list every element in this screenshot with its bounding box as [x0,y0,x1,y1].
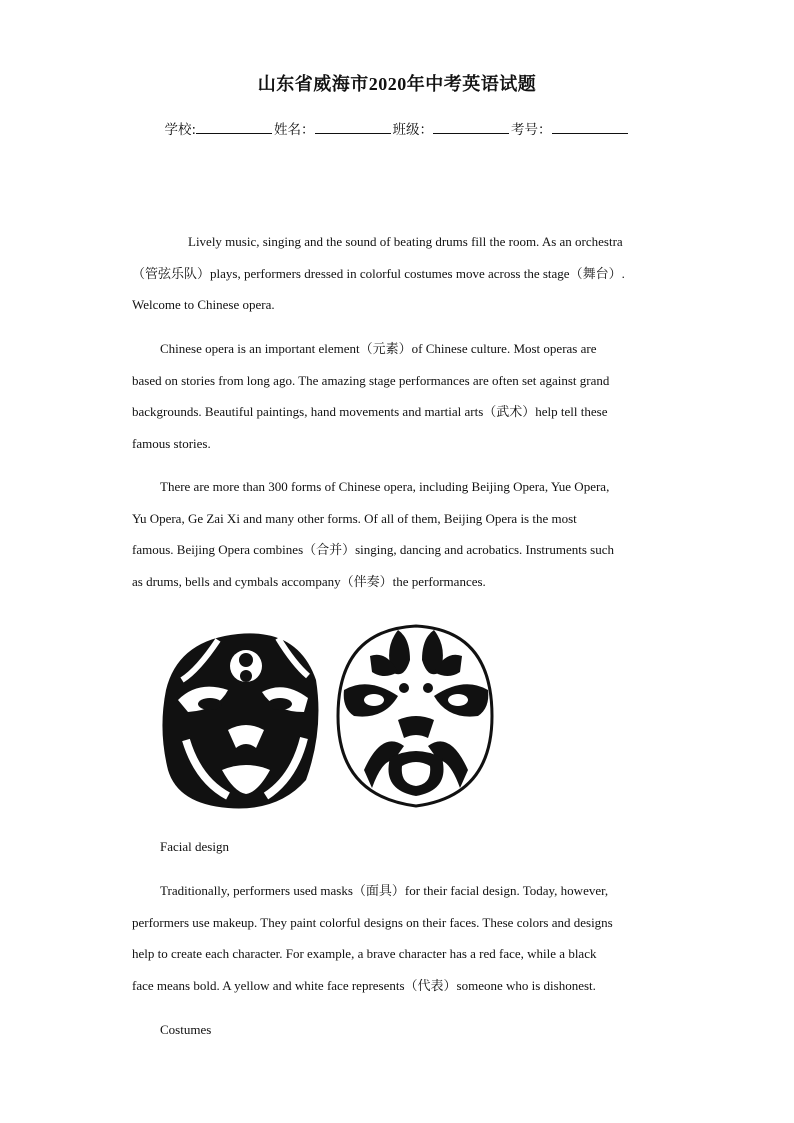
paragraph-line: Traditionally, performers used masks（面具）for their facial design. Today, however, [160,883,609,898]
name-blank[interactable] [315,121,391,134]
paragraph-line: Lively music, singing and the sound of beating drums fill the room. As an orchestra [188,234,623,249]
paragraph-line: backgrounds. Beautiful paintings, hand movements and martial arts（武术）help tell these [132,404,608,419]
student-info-line [0,118,794,138]
page-title: 山东省威海市2020年中考英语试题 [257,74,537,94]
paragraph-line: （管弦乐队）plays, performers dressed in colorful costumes move across the stage（舞台）. [132,265,625,281]
paragraph-3 [132,471,672,597]
figure-caption: Facial design [160,839,229,854]
opera-mask-dark-icon [162,633,318,808]
school-label: 学校: [164,122,197,138]
paragraph-line: as drums, bells and cymbals accompany（伴奏）the performances. [132,573,486,589]
exam-number-label: 考号： [511,122,552,138]
opera-masks-figure [158,620,498,812]
paragraph-line: famous stories. [132,435,211,451]
opera-masks-svg [158,620,498,812]
paragraph-line: face means bold. A yellow and white face represents（代表）someone who is dishonest. [132,977,596,993]
paragraph-2 [132,333,672,459]
paragraph-line: performers use makeup. They paint colorful designs on their faces. These colors and designs [132,914,613,930]
paragraph-4 [132,875,672,1001]
name-label: 姓名： [274,122,315,138]
paragraph-line: based on stories from long ago. The amazing stage performances are often set against grand [132,372,610,388]
opera-mask-light-icon [338,626,492,806]
paragraph-line: Welcome to Chinese opera. [132,297,275,312]
exam-number-blank[interactable] [552,121,628,134]
paragraph-line: Chinese opera is an important element（元素）of Chinese culture. Most operas are [160,341,597,356]
paragraph-line: Yu Opera, Ge Zai Xi and many other forms. Of all of them, Beijing Opera is the most [132,510,577,526]
paragraph-1 [132,226,672,321]
class-blank[interactable] [433,121,509,134]
school-blank[interactable] [196,121,272,134]
paragraph-line: famous. Beijing Opera combines（合并）singing, dancing and acrobatics. Instruments such [132,542,614,557]
class-label: 班级： [392,122,434,138]
section-heading-costumes: Costumes [160,1022,212,1037]
paragraph-line: help to create each character. For example, a brave character has a red face, while a black [132,946,597,961]
paragraph-line: There are more than 300 forms of Chinese opera, including Beijing Opera, Yue Opera, [160,479,610,494]
